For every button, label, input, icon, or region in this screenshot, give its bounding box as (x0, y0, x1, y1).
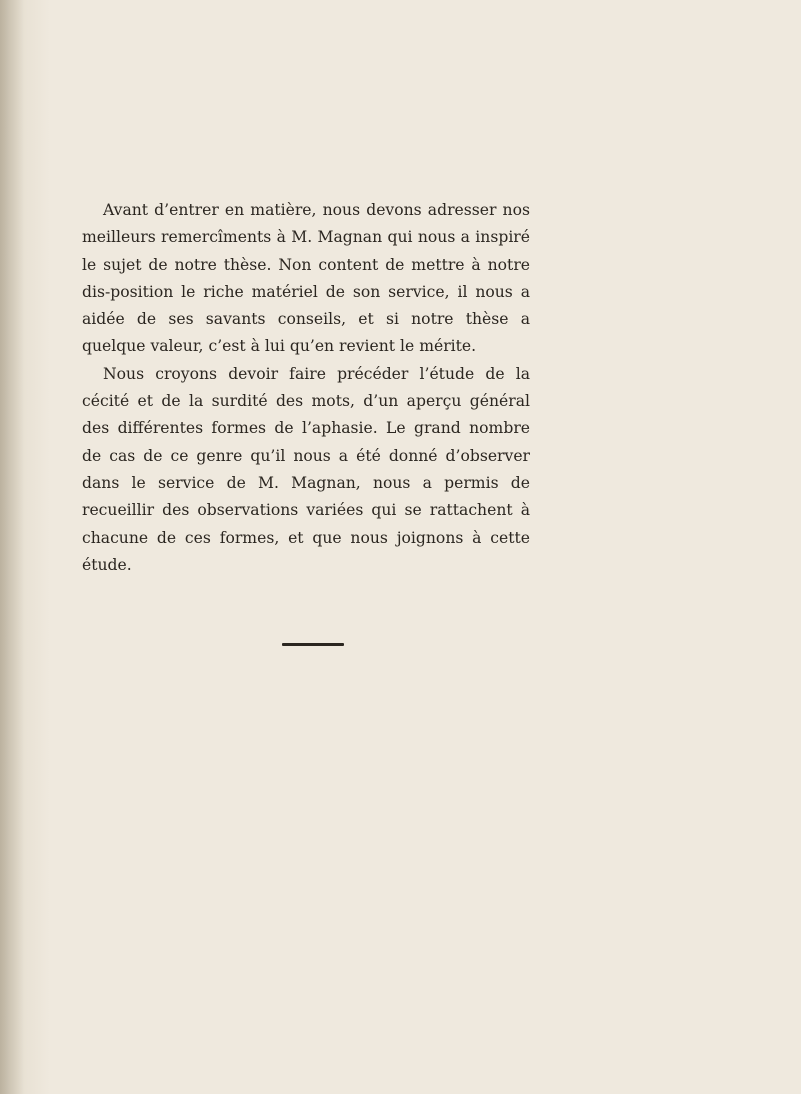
paragraph-introduction: Nous croyons devoir faire précéder l’étude de la cécité et de la surdité des mots, d’un aperçu général des différentes formes de l’aphasie. Le grand nombre de cas de ce genre qu’il nous a été donné d’observer dans le service de M. Magnan, nous a permis de recueillir des observations variées qui se rattachent à chacune de ces formes, et que nous joignons à cette étude. (82, 364, 530, 574)
body-text (82, 197, 530, 579)
section-divider (282, 643, 344, 646)
binding-shadow (0, 0, 24, 1094)
paragraph-acknowledgements: Avant d’entrer en matière, nous devons adresser nos meilleurs remercîments à M. Magnan qui nous a inspiré le sujet de notre thèse. Non content de mettre à notre dis-position le riche matériel de son service, il nous a aidée de ses savants conseils, et si notre thèse a quelque valeur, c’est à lui qu’en revient le mérite. (82, 201, 530, 356)
